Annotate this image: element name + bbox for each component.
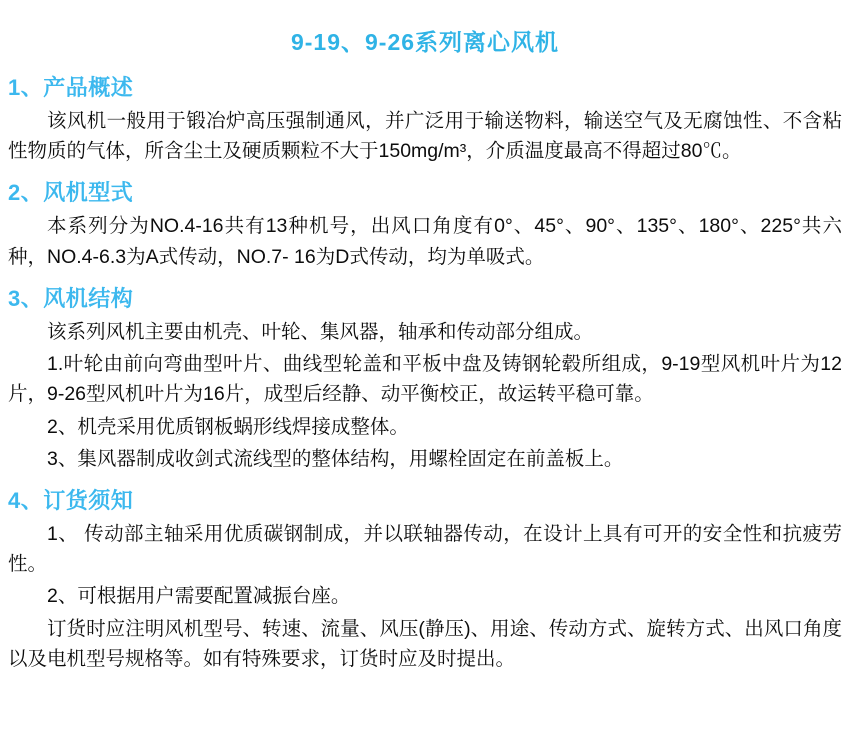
section-paragraph: 该风机一般用于锻冶炉高压强制通风，并广泛用于输送物料，输送空气及无腐蚀性、不含粘性物质的气体，所含尘土及硬质颗粒不大于150mg/m³，介质温度最高不得超过80℃。	[8, 110, 842, 163]
section-paragraph: 本系列分为NO.4-16共有13种机号，出风口角度有0°、45°、90°、135°、180°、225°共六种，NO.4-6.3为A式传动，NO.7- 16为D式传动，均为单吸式。	[8, 215, 842, 268]
section-fan-type	[8, 176, 842, 271]
section-paragraph: 1、 传动部主轴采用优质碳钢制成，并以联轴器传动，在设计上具有可开的安全性和抗疲劳性。	[8, 522, 842, 576]
section-heading-fan-type: 2、风机型式	[8, 180, 134, 206]
section-paragraph: 2、可根据用户需要配置减振台座。	[47, 585, 351, 608]
section-heading-product-overview: 1、产品概述	[8, 75, 134, 100]
section-heading-fan-structure: 3、风机结构	[8, 285, 134, 311]
section-product-overview	[8, 71, 842, 166]
section-heading-ordering-notice: 4、订货须知	[8, 487, 134, 513]
section-paragraph: 1.叶轮由前向弯曲型叶片、曲线型轮盖和平板中盘及铸钢轮毂所组成，9-19型风机叶片为12片，9-26型风机叶片为16片，成型后经静、动平衡校正，故运转平稳可靠。	[8, 353, 842, 406]
section-paragraph: 订货时应注明风机型号、转速、流量、风压(静压)、用途、传动方式、旋转方式、出风口角度以及电机型号规格等。如有特殊要求，订货时应及时提出。	[8, 617, 842, 670]
section-ordering-notice	[8, 484, 842, 674]
section-fan-structure	[8, 282, 842, 474]
section-paragraph: 3、集风器制成收剑式流线型的整体结构，用螺栓固定在前盖板上。	[47, 447, 624, 470]
section-paragraph: 2、机壳采用优质钢板蜗形线焊接成整体。	[47, 415, 409, 438]
page-title: 9-19、9-26系列离心风机	[290, 29, 560, 55]
section-paragraph: 该系列风机主要由机壳、叶轮、集风器，轴承和传动部分组成。	[47, 320, 594, 343]
